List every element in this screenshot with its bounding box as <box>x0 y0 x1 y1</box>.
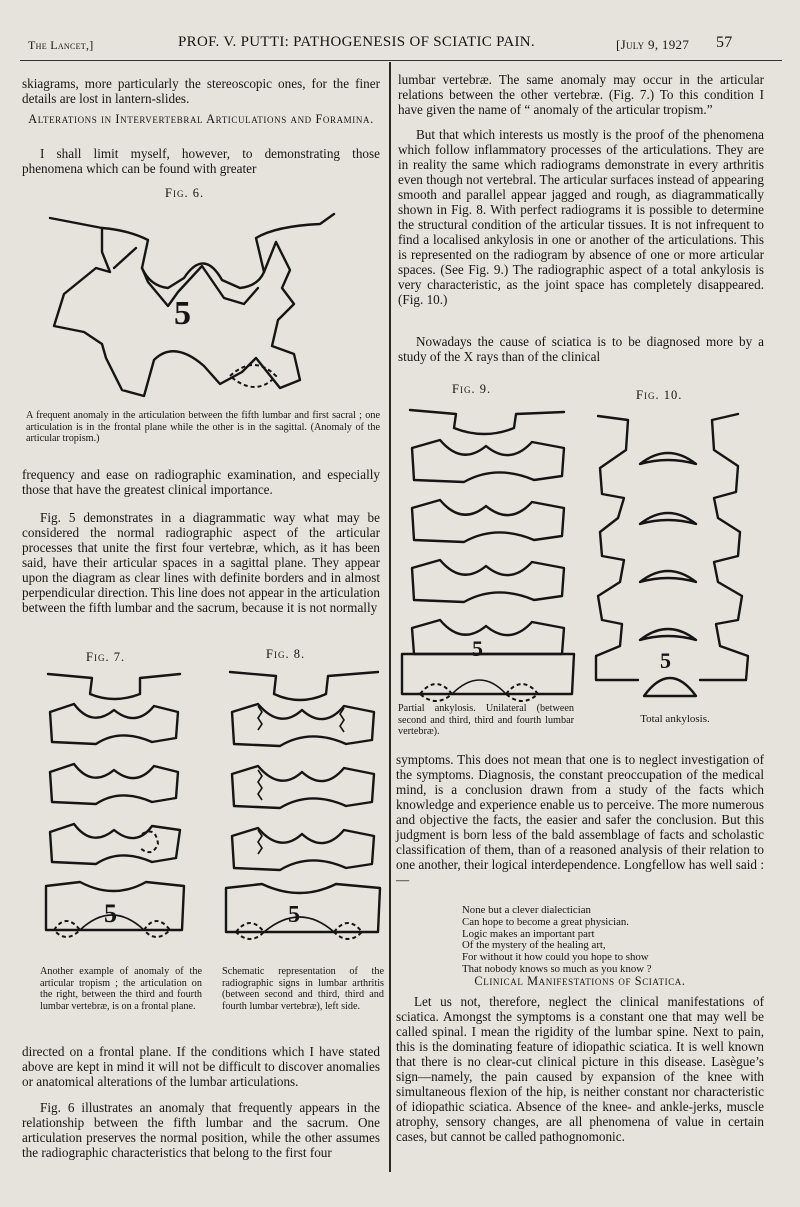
fig8-diagram <box>218 666 388 964</box>
paragraph-text: symptoms. This does not mean that one is to neglect investigation of the symptoms. Diagnosis, the constant preoccupation of the medical mind, is a conclusion drawn from a study of the facts which knowledge and experience enable us to perceive. The more numerous and objective the facts, the easier and safer the conclusion. But this judgment is born less of the bald assemblage of facts and scholastic classification of them, than of a reasoned analysis of their relation to one another, their logical interdependence. Longfellow has well said :— <box>396 752 764 887</box>
poem-line: That nobody knows so much as you know ? <box>462 962 652 975</box>
poem-line: Logic makes an important part <box>462 927 595 940</box>
left-paragraph-2 <box>22 146 380 176</box>
fig9-diagram <box>398 404 578 704</box>
column-divider <box>389 62 391 1172</box>
fig9-caption: Partial ankylosis. Unilateral (between second and third, third and fourth lumbar vertebræ). <box>398 703 574 737</box>
fig8-label: Fig. 8. <box>266 647 306 661</box>
paragraph-text: Let us not, therefore, neglect the clinical manifestations of sciatica. Amongst the symptoms is a constant one that may well be called spinal. I mean the rigidity of the lumbar spine. Next to pain, this is the dominating feature of idiopathic sciatica. It is well known that there is no clear-cut clinical picture in this disease. Lasègue’s sign—namely, the pain caused by expansion of the knee with simultaneous flexion of the hip, is neither constant nor characteristic of idiopathic sciatica. Absence of the knee- and ankle-jerks, muscle atrophy, sensory changes, are all phenomena of value in certain cases, but cannot be called pathognomonic. <box>396 994 764 1144</box>
fig9-vertebra-number: 5 <box>472 636 483 661</box>
poem-line: For without it how could you hope to show <box>462 951 649 964</box>
fig6-diagram <box>44 208 344 408</box>
fig7-label: Fig. 7. <box>86 650 126 664</box>
page-number: 57 <box>716 34 733 51</box>
right-paragraph-5 <box>396 994 764 1144</box>
fig6-caption: A frequent anomaly in the articulation between the fifth lumbar and first sacral ; one articulation is in the frontal plane while the other is in the sagittal. (Anomaly of the articular tropism.) <box>26 410 380 444</box>
left-paragraph-4 <box>22 510 380 615</box>
paragraph-text: lumbar vertebræ. The same anomaly may occur in the articular relations between the other vertebræ. (Fig. 7.) To this condition I have given the name of “ anomaly of the articular tropism.” <box>398 72 764 117</box>
paragraph-text: Fig. 6 illustrates an anomaly that frequently appears in the relationship between the fifth lumbar and the sacrum. One articulation preserves the normal position, while the other assumes the radiographic characteristics that belong to the first four <box>22 1100 380 1160</box>
right-paragraph-3 <box>398 334 764 364</box>
fig10-diagram <box>588 406 758 702</box>
left-paragraph-6 <box>22 1100 380 1160</box>
fig7-diagram <box>40 668 190 964</box>
paragraph-text: But that which interests us mostly is the proof of the phenomena which follow inflammatory processes of the articulations. They are in reality the same which radiograms demonstrate in every arthritis even though not vertebral. The articular surfaces instead of appearing smooth and parallel appear jagged and rough, as diagrammatically shown in Fig. 8. With perfect radiograms it is possible to determine the structural condition of the articular tissues. It is not infrequent to find a localised ankylosis in one or another of the articulations. This is represented on the radiogram by absence of one or more articular spaces. (See Fig. 9.) The radiographic aspect of a total ankylosis is very characteristic, as the joint space has completely disappeared. (Fig. 10.) <box>398 127 764 307</box>
fig10-caption: Total ankylosis. <box>640 713 710 725</box>
issue-date: [July 9, 1927 <box>616 37 690 52</box>
section-heading-alterations: Alterations in Intervertebral Articulations and Foramina. <box>28 112 374 126</box>
poem-line: None but a clever dialectician <box>462 904 591 916</box>
right-paragraph-1 <box>398 72 764 117</box>
left-paragraph-5 <box>22 1044 380 1089</box>
left-paragraph-1 <box>22 76 380 106</box>
poem-line: Of the mystery of the healing art, <box>462 939 606 952</box>
fig6-label: Fig. 6. <box>165 186 205 200</box>
fig6-vertebra-number: 5 <box>174 295 191 332</box>
paragraph-text: I shall limit myself, however, to demonstrating those phenomena which can be found with greater <box>22 146 380 176</box>
fig8-caption: Schematic representation of the radiographic signs in lumbar arthritis (between second and third, third and fourth lumbar vertebræ), left side. <box>222 966 384 1012</box>
fig9-label: Fig. 9. <box>452 382 492 396</box>
section-heading-clinical: Clinical Manifestations of Sciatica. <box>474 974 686 988</box>
left-paragraph-3 <box>22 467 380 497</box>
fig7-caption: Another example of anomaly of the articular tropism ; the articulation on the right, between the third and fourth lumbar vertebræ, is on a frontal plane. <box>40 966 202 1012</box>
longfellow-quotation <box>462 905 652 976</box>
fig10-vertebra-number: 5 <box>660 648 671 673</box>
paragraph-text: Fig. 5 demonstrates in a diagrammatic way what may be considered the normal radiographic aspect of the articular processes that unite the first four vertebræ, which, as it has been said, have their articular spaces in a sagittal plane. They appear upon the diagram as clear lines with definite borders and in almost perpendicular direction. This line does not appear in the articulation between the fifth lumbar and the sacrum, because it is not normally <box>22 510 380 615</box>
poem-line: Can hope to become a great physician. <box>462 915 629 928</box>
paragraph-text: frequency and ease on radiographic examination, and especially those that have the greatest clinical importance. <box>22 467 380 497</box>
right-paragraph-2 <box>398 127 764 307</box>
paragraph-text: directed on a frontal plane. If the conditions which I have stated above are kept in mind it will not be difficult to discover anomalies or anatomical alterations of the lumbar articulations. <box>22 1044 380 1089</box>
fig10-label: Fig. 10. <box>636 388 683 402</box>
fig8-vertebra-number: 5 <box>288 902 300 928</box>
paragraph-text: skiagrams, more particularly the stereoscopic ones, for the finer details are lost in lantern-slides. <box>22 76 380 106</box>
fig7-vertebra-number: 5 <box>104 899 117 928</box>
header-rule <box>20 60 782 61</box>
journal-name: The Lancet,] <box>28 38 94 52</box>
paragraph-text: Nowadays the cause of sciatica is to be diagnosed more by a study of the X rays than of the clinical <box>398 334 764 364</box>
article-running-title: PROF. V. PUTTI: PATHOGENESIS OF SCIATIC PAIN. <box>178 34 535 50</box>
right-paragraph-4 <box>396 752 764 887</box>
